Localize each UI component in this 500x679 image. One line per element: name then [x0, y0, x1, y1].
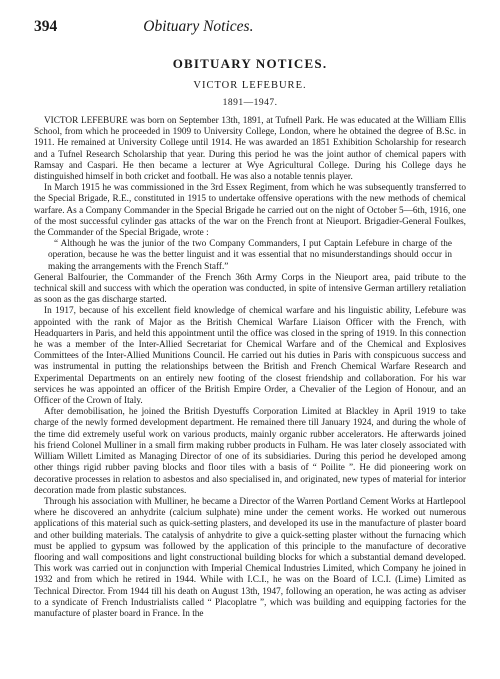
paragraph-anhydrite-work: Through his association with Mulliner, he became a Director of the Warren Portland Cement Works at Hartlepool where he discovered an anhydrite (calcium sulphate) mine under the cement works. He worked out numerous applications of this material such as quick-setting plasters, and developed its use in the manufacture of plaster board and other building materials. The catalysis of anhydrite to give a quick-setting plaster without the furnacing which must be applied to gypsum was followed by the application of this principle to the manufacture of decorative flooring and wall compositions and light constructional building blocks for which a substantial demand developed. This work was carried out in conjunction with Imperial Chemical Industries Limited, which Company he joined in 1932 and from which he retired in 1944. While with I.C.I., he was on the Board of I.C.I. (Lime) Limited as Technical Director. From 1944 till his death on August 13th, 1947, following an operation, he was acting as adviser to a syndicate of French Industrialists called “ Placoplatre ”, which was building and equipping factories for the manufacture of plaster board in France. In the — [34, 496, 466, 619]
article-body — [34, 116, 466, 620]
obituary-name: VICTOR LEFEBURE. — [193, 80, 307, 91]
obituary-dates: 1891—1947. — [222, 98, 278, 108]
paragraph-military-service: In March 1915 he was commissioned in the 3rd Essex Regiment, from which he was subsequently transferred to the Special Brigade, R.E., constituted in 1915 to undertake offensive operations with the new methods of chemical warfare. As a Company Commander in the Special Brigade he carried out on the night of October 5—6th, 1916, one of the most successful cylinder gas attacks of the war on the French front at Nieuport. Brigadier-General Foulkes, the Commander of the Special Brigade, wrote : — [34, 183, 466, 239]
paragraph-liaison-officer: In 1917, because of his excellent field knowledge of chemical warfare and his linguistic ability, Lefebure was appointed with the rank of Major as the British Chemical Warfare Liaison Officer with the French, with Headquarters in Paris, and held this appointment until the office was closed in the spring of 1919. In this connection he was a member of the Inter-Allied Secretariat for Chemical Warfare and of the Chemical and Explosives Committees of the Inter-Allied Munitions Council. He carried out his duties in Paris with conspicuous success and was instrumental in putting the relationships between the British and French Chemical Warfare Research and Experimental Departments on an entirely new footing of the closest friendship and collaboration. For his war services he was appointed an officer of the British Empire Order, a Chevalier of the Legion of Honour, and an Officer of the Crown of Italy. — [34, 306, 466, 407]
paragraph-tribute: General Balfourier, the Commander of the French 36th Army Corps in the Nieuport area, paid tribute to the technical skill and success with which the operation was conducted, in spite of intensive German artillery retaliation as soon as the gas discharge started. — [34, 272, 466, 306]
paragraph-demobilisation: After demobilisation, he joined the British Dyestuffs Corporation Limited at Blackley in April 1919 to take charge of the newly formed development department. He remained there till January 1924, and during the whole of the time did extremely useful work on various products, mainly organic rubber accelerators. He afterwards joined his friend Colonel Mulliner in a small firm making rubber products in Fulham. He was later closely associated with William Willett Limited as Managing Director of one of its subsidiaries. During this period he developed among other things rigid rubber paving blocks and floor tiles with a basis of “ Poilite ”. He did pioneering work on decorative processes in relation to asbestos and also specialised in, and originated, new types of material for interior decoration made from plastic substances. — [34, 407, 466, 496]
page-number: 394 — [34, 18, 58, 35]
paragraph-early-life: VICTOR LEFEBURE was born on September 13th, 1891, at Tufnell Park. He was educated at the William Ellis School, from which he proceeded in 1909 to University College, London, where he obtained the degree of B.Sc. in 1911. He remained at University College until 1914. He was awarded an 1851 Exhibition Scholarship for research and a Tufnel Research Scholarship that year. During this period he was the joint author of chemical papers with Ramsay and Caspari. He then became a lecturer at Wye Agricultural College. During his College days he distinguished himself in both cricket and football. He was also a notable tennis player. — [34, 116, 466, 183]
running-title: Obituary Notices. — [143, 18, 254, 35]
section-title: OBITUARY NOTICES. — [172, 56, 328, 71]
running-header — [34, 18, 466, 38]
quotation: “ Although he was the junior of the two Company Commanders, I put Captain Lefebure in charge of the operation, because he was the better linguist and it was essential that no misunderstandings should occur in making the arrangements with the French Staff.” — [48, 239, 452, 272]
